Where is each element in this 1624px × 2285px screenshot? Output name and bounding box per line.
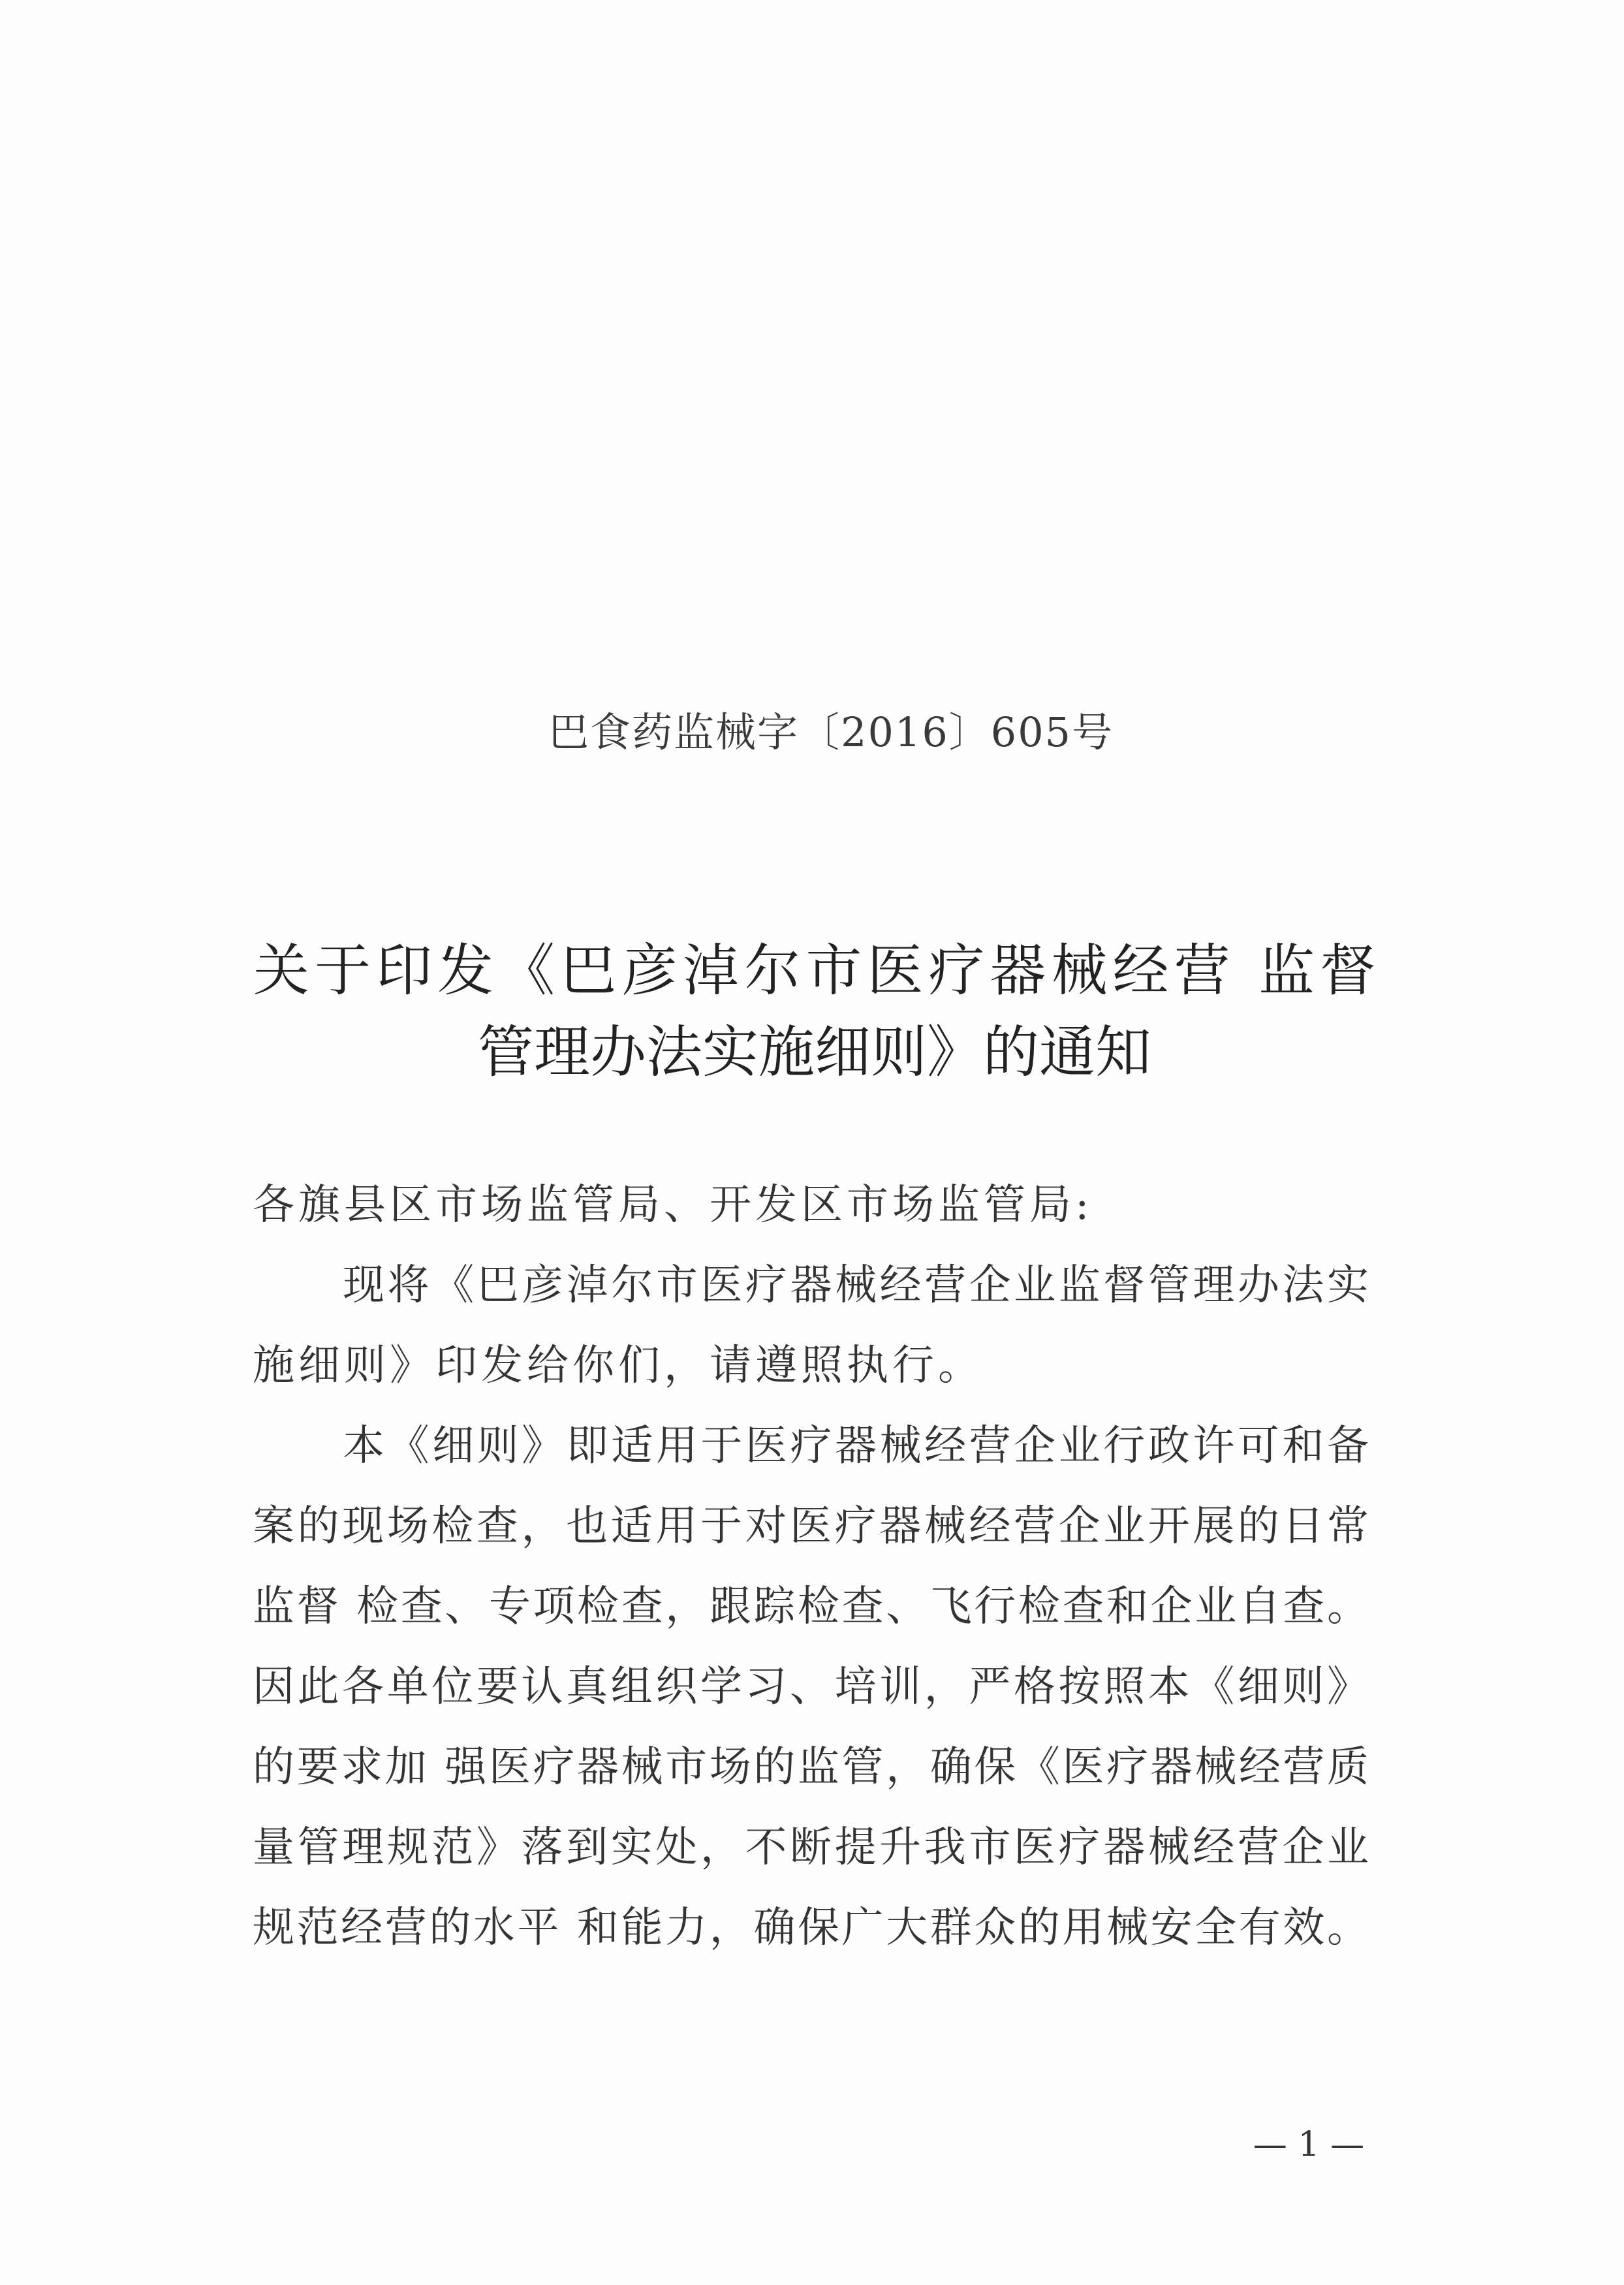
paragraph-1-line-1: 现将《巴彦淖尔市医疗器械经营企业监督管理办法实 xyxy=(343,1261,1369,1310)
salutation: 各旗县区市场监管局、开发区市场监管局: xyxy=(253,1181,1093,1229)
document-body xyxy=(253,1165,1369,1968)
paragraph-2-line-7: 规范经营的水平 和能力，确保广大群众的用械安全有效。 xyxy=(253,1904,1369,1952)
paragraph-2-line-6: 量管理规范》落到实处，不断提升我市医疗器械经营企业 xyxy=(253,1823,1369,1872)
paragraph-2-line-3: 监督 检查、专项检查，跟踪检查、飞行检查和企业自查。 xyxy=(253,1583,1369,1631)
paragraph-2-line-1: 本《细则》即适用于医疗器械经营企业行政许可和备 xyxy=(343,1422,1369,1470)
page-number: — 1 — xyxy=(1253,2125,1365,2164)
paragraph-1-line-2: 施细则》印发给你们，请遵照执行。 xyxy=(253,1342,984,1390)
paragraph-2-line-2: 案的现场检查，也适用于对医疗器械经营企业开展的日常 xyxy=(253,1502,1369,1551)
title-line-2: 管理办法实施细则》的通知 xyxy=(478,1020,1151,1085)
paragraph-2-line-5: 的要求加 强医疗器械市场的监管，确保《医疗器械经营质 xyxy=(253,1743,1369,1791)
document-number: 巴食药监械字〔2016〕605号 xyxy=(548,708,1114,756)
title-line-1: 关于印发《巴彦淖尔市医疗器械经营 监督 xyxy=(253,938,1376,1003)
paragraph-2-line-4: 因此各单位要认真组织学习、培训，严格按照本《细则》 xyxy=(253,1663,1369,1711)
document-title xyxy=(253,930,1376,1094)
